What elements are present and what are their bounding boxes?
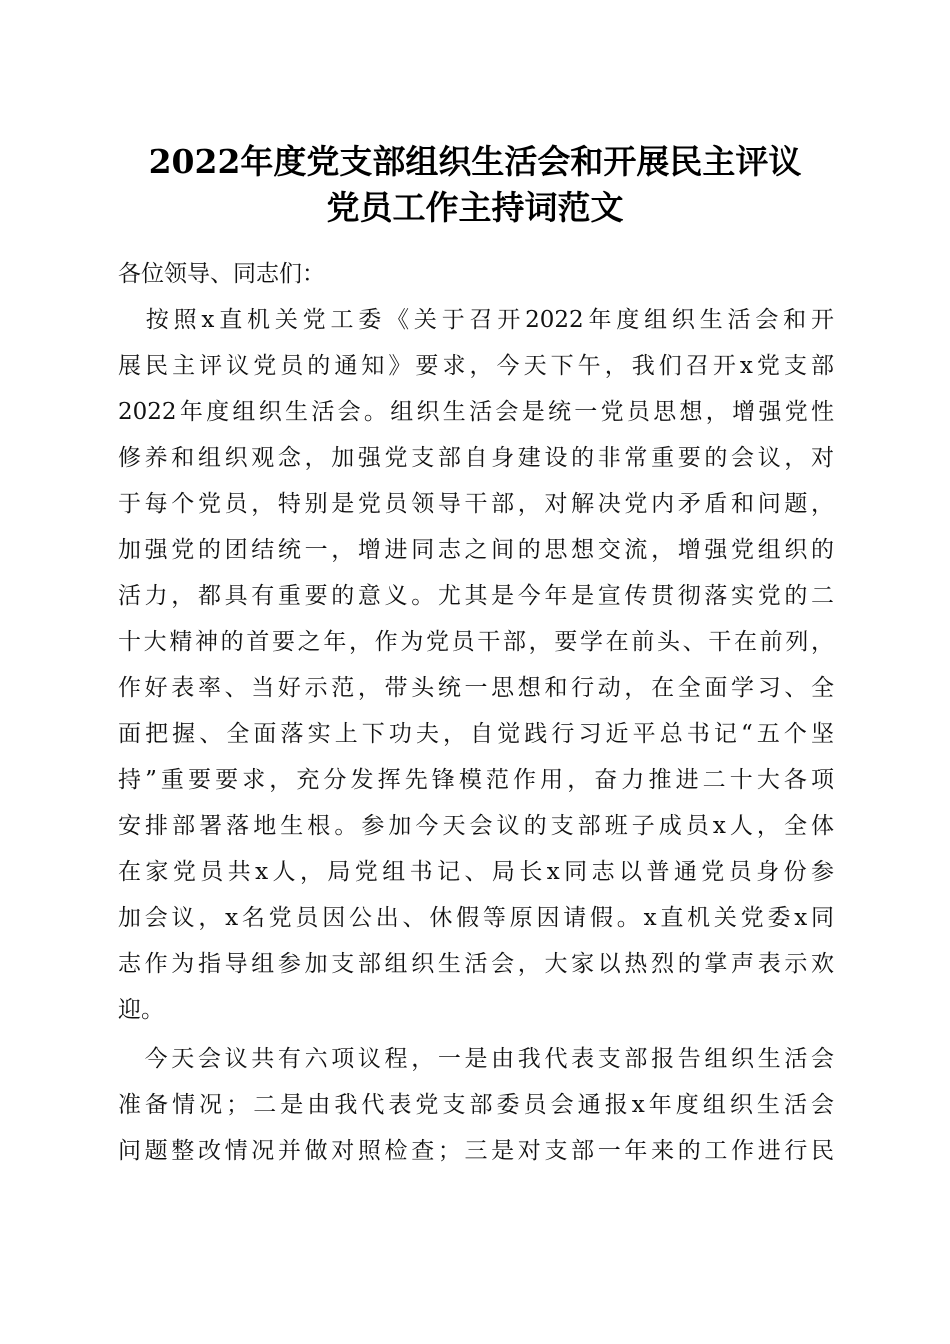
paragraph-2-line: 准备情况；二是由我代表党支部委员会通报x年度组织生活会 bbox=[118, 1092, 834, 1118]
paragraph-1-line: 迎。 bbox=[118, 997, 164, 1023]
paragraph-1-line: 加会议，x名党员因公出、休假等原因请假。x直机关党委x同 bbox=[118, 905, 834, 931]
paragraph-2 bbox=[118, 1036, 834, 1174]
paragraph-1-line: 作好表率、当好示范，带头统一思想和行动，在全面学习、全 bbox=[118, 675, 834, 701]
paragraph-1-line: 在家党员共x人，局党组书记、局长x同志以普通党员身份参 bbox=[118, 859, 834, 885]
paragraph-1-line: 安排部署落地生根。参加今天会议的支部班子成员x人，全体 bbox=[118, 813, 834, 839]
paragraph-1-line: 展民主评议党员的通知》要求，今天下午，我们召开x党支部 bbox=[118, 353, 834, 379]
paragraph-1-line: 加强党的团结统一，增进同志之间的思想交流，增强党组织的 bbox=[118, 537, 834, 563]
paragraph-1 bbox=[118, 297, 834, 1033]
paragraph-1-line: 活力，都具有重要的意义。尤其是今年是宣传贯彻落实党的二 bbox=[118, 583, 834, 609]
paragraph-1-line: 持”重要要求，充分发挥先锋模范作用，奋力推进二十大各项 bbox=[118, 767, 834, 793]
document-title-line-1: 2022年度党支部组织生活会和开展民主评议 bbox=[148, 142, 802, 181]
paragraph-1-line: 面把握、全面落实上下功夫，自觉践行习近平总书记“五个坚 bbox=[118, 721, 834, 747]
document-body bbox=[118, 251, 834, 1174]
paragraph-1-line: 修养和组织观念，加强党支部自身建设的非常重要的会议，对 bbox=[118, 445, 834, 471]
paragraph-1-line: 十大精神的首要之年，作为党员干部，要学在前头、干在前列， bbox=[118, 629, 834, 655]
greeting: 各位领导、同志们： bbox=[118, 261, 325, 287]
paragraph-1-line: 按照x直机关党工委《关于召开2022年度组织生活会和开 bbox=[118, 307, 834, 333]
paragraph-2-line: 今天会议共有六项议程，一是由我代表支部报告组织生活会 bbox=[118, 1046, 834, 1072]
paragraph-1-line: 2022年度组织生活会。组织生活会是统一党员思想，增强党性 bbox=[118, 399, 834, 425]
paragraph-1-line: 于每个党员，特别是党员领导干部，对解决党内矛盾和问题， bbox=[118, 491, 834, 517]
paragraph-1-line: 志作为指导组参加支部组织生活会，大家以热烈的掌声表示欢 bbox=[118, 951, 834, 977]
paragraph-2-line: 问题整改情况并做对照检查；三是对支部一年来的工作进行民 bbox=[118, 1138, 834, 1164]
document-title-line-2: 党员工作主持词范文 bbox=[326, 188, 624, 227]
